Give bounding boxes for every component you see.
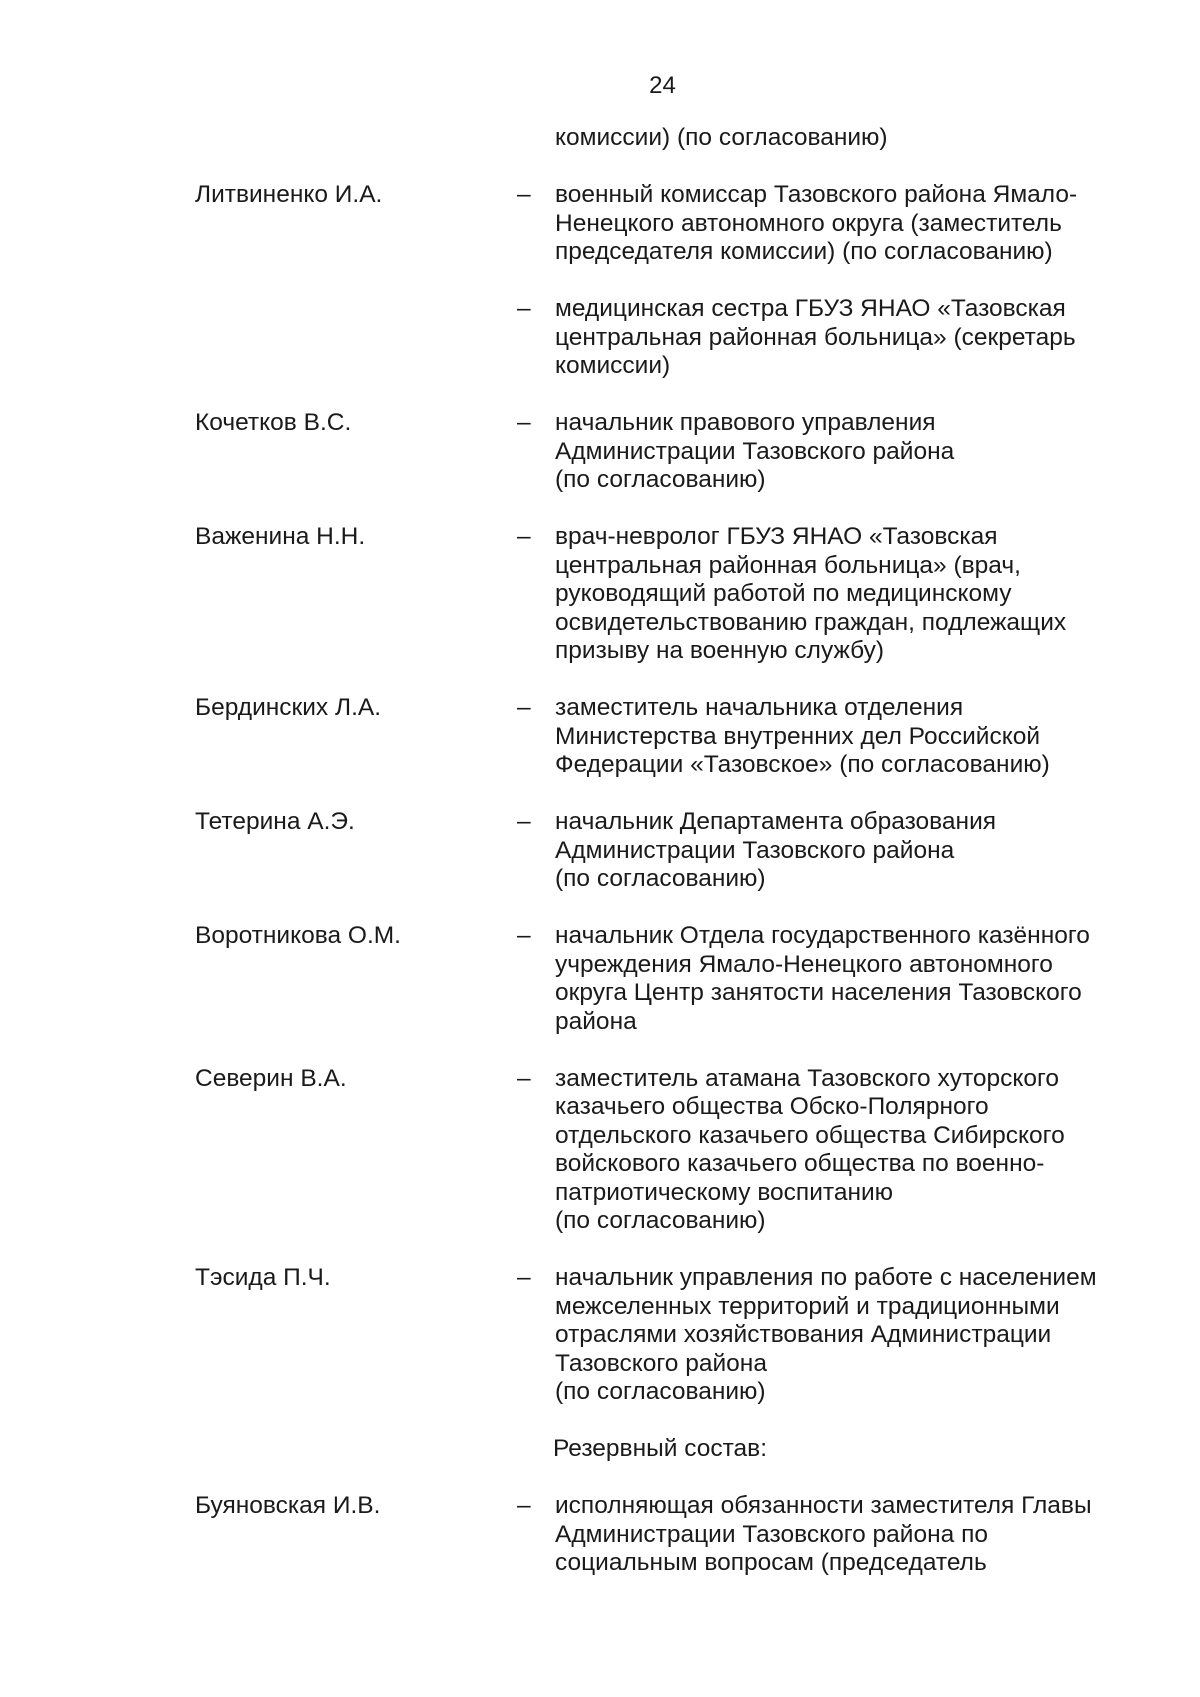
member-row (0, 1264, 1200, 1407)
member-description (555, 1065, 1155, 1236)
description-line: войскового казачьего общества по военно- (555, 1150, 1045, 1177)
member-row (0, 1492, 1200, 1578)
description-line: председателя комиссии) (по согласованию) (555, 238, 1053, 265)
description-line: начальник Департамента образования (555, 808, 997, 835)
dash-separator: – (517, 808, 531, 835)
member-name: Бердинских Л.А. (195, 694, 382, 721)
member-description (555, 1264, 1155, 1407)
member-description (555, 694, 1155, 780)
description-line: (по согласованию) (555, 466, 766, 493)
member-row (0, 808, 1200, 894)
description-line: (по согласованию) (555, 865, 766, 892)
dash-separator: – (517, 523, 531, 550)
member-name: Буяновская И.В. (195, 1492, 381, 1519)
member-description (555, 409, 1155, 495)
member-description (555, 808, 1155, 894)
description-line: врач-невролог ГБУЗ ЯНАО «Тазовская (555, 523, 998, 550)
description-line: начальник управления по работе с населением (555, 1264, 1097, 1291)
members-list (0, 181, 1200, 1407)
member-description (555, 1492, 1155, 1578)
description-line: заместитель атамана Тазовского хуторского (555, 1064, 1060, 1092)
dash-separator: – (517, 694, 531, 721)
description-line: отдельского казачьего общества Сибирского (555, 1121, 1065, 1149)
description-line: Федерации «Тазовское» (по согласованию) (555, 751, 1050, 778)
description-line: военный комиссар Тазовского района Ямало- (555, 181, 1078, 208)
description-line: Министерства внутренних дел Российской (555, 722, 1040, 750)
member-description (555, 922, 1155, 1036)
description-line: руководящий работой по медицинскому (555, 580, 1012, 607)
member-row (0, 694, 1200, 780)
description-line: Тазовского района (555, 1349, 767, 1377)
description-line: (по согласованию) (555, 1378, 766, 1405)
member-description (555, 181, 1155, 267)
member-row (0, 409, 1200, 495)
description-line: района (555, 1007, 637, 1035)
description-line: заместитель начальника отделения (555, 694, 964, 721)
member-description (555, 295, 1155, 381)
member-name: Важенина Н.Н. (195, 523, 366, 550)
description-line: округа Центр занятости населения Тазовского (555, 979, 1082, 1006)
dash-separator: – (517, 295, 531, 322)
page-number: 24 (649, 72, 676, 99)
dash-separator: – (517, 1064, 531, 1092)
member-name: Тэсида П.Ч. (195, 1264, 331, 1291)
member-description (555, 523, 1155, 666)
description-line: исполняющая обязанности заместителя Главы (555, 1492, 1092, 1519)
member-name: Кочетков В.С. (195, 409, 352, 436)
member-row (0, 523, 1200, 666)
dash-separator: – (517, 1492, 531, 1519)
description-line: патриотическому воспитанию (555, 1178, 894, 1206)
description-line: Администрации Тазовского района (555, 437, 955, 465)
description-line: (по согласованию) (555, 1207, 766, 1234)
reserve-members-list (0, 1492, 1200, 1578)
dash-separator: – (517, 181, 531, 208)
description-line: социальным вопросам (председатель (555, 1549, 987, 1576)
description-line: медицинская сестра ГБУЗ ЯНАО «Тазовская (555, 295, 1066, 322)
description-line: комиссии) (555, 352, 671, 379)
description-line: центральная районная больница» (секретарь (555, 323, 1076, 351)
member-row (0, 295, 1200, 381)
description-line: учреждения Ямало-Ненецкого автономного (555, 950, 1053, 978)
description-line: центральная районная больница» (врач, (555, 551, 1021, 579)
description-line: освидетельствованию граждан, подлежащих (555, 608, 1067, 636)
continuation-text: комиссии) (по согласованию) (555, 124, 888, 151)
description-line: Администрации Тазовского района (555, 836, 955, 864)
description-line: отраслями хозяйствования Администрации (555, 1321, 1052, 1348)
member-name: Северин В.А. (195, 1064, 347, 1092)
member-row (0, 922, 1200, 1036)
reserve-heading: Резервный состав: (553, 1435, 768, 1462)
dash-separator: – (517, 1264, 531, 1291)
member-row (0, 1065, 1200, 1236)
description-line: Ненецкого автономного округа (заместитель (555, 209, 1062, 237)
description-line: призыву на военную службу) (555, 637, 885, 664)
member-name: Воротникова О.М. (195, 922, 401, 949)
member-row (0, 181, 1200, 267)
description-line: казачьего общества Обско-Полярного (555, 1093, 989, 1120)
dash-separator: – (517, 922, 531, 949)
document-body (0, 124, 1200, 1606)
description-line: Администрации Тазовского района по (555, 1520, 988, 1548)
description-line: начальник правового управления (555, 409, 936, 436)
member-name: Тетерина А.Э. (195, 808, 355, 835)
dash-separator: – (517, 409, 531, 436)
member-name: Литвиненко И.А. (195, 181, 383, 208)
description-line: начальник Отдела государственного казённого (555, 922, 1090, 949)
description-line: межселенных территорий и традиционными (555, 1292, 1060, 1320)
